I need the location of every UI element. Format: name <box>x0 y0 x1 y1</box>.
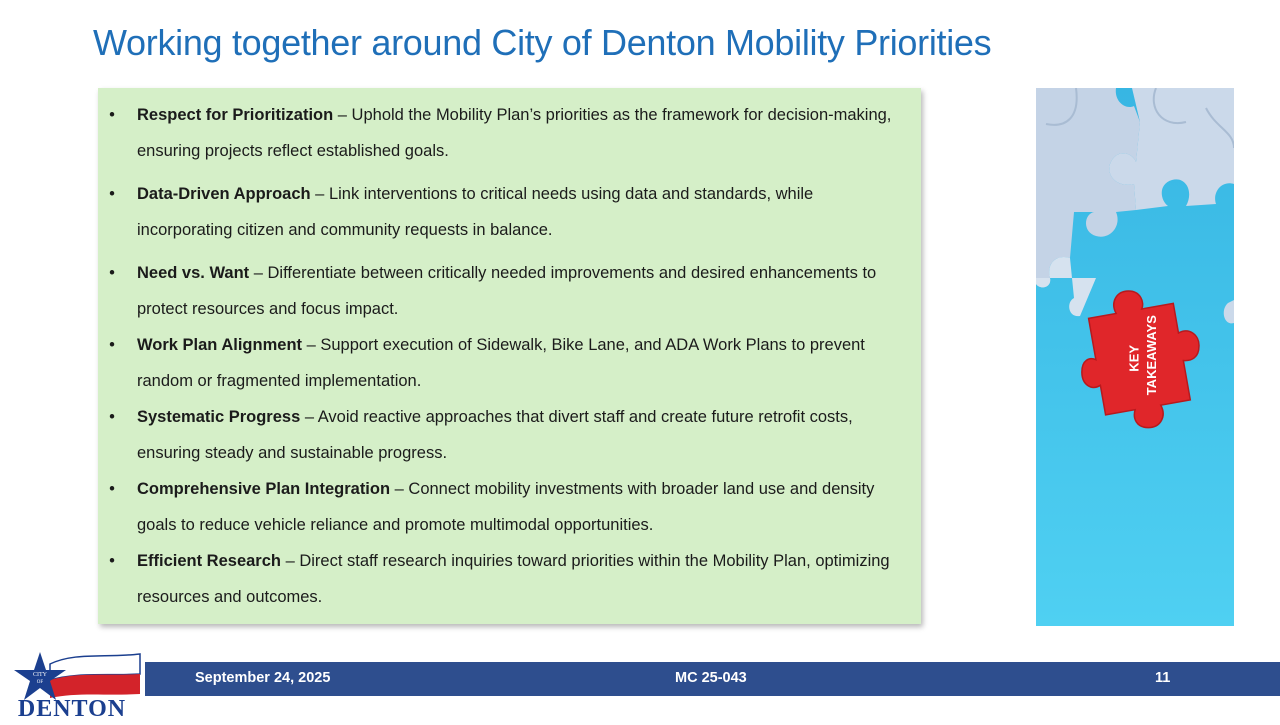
bullet-item <box>98 327 921 399</box>
bullet-heading: Need vs. Want <box>137 264 250 282</box>
footer-code: MC 25-043 <box>675 670 747 686</box>
bullet-text: – Avoid reactive approaches that divert staff and create future retrofit costs, ensuring steady and sustainable progress. <box>137 408 853 462</box>
bullet-dot: • <box>109 336 115 354</box>
footer-bar <box>145 662 1280 696</box>
bullet-heading: Respect for Prioritization <box>137 106 334 124</box>
bullet-heading: Systematic Progress <box>137 408 301 426</box>
bullet-list <box>98 88 921 615</box>
key-takeaways-puzzle-image <box>1036 88 1234 626</box>
logo-city: CITY <box>33 672 47 678</box>
bullet-heading: Data-Driven Approach <box>137 185 311 203</box>
logo-denton: DENTON <box>17 696 127 720</box>
slide-title: Working together around City of Denton Mobility Priorities <box>93 22 992 63</box>
bullet-dot: • <box>109 408 115 426</box>
puzzle-label-key: KEY <box>1126 344 1142 372</box>
bullet-dot: • <box>109 185 115 203</box>
bullet-item <box>98 471 921 543</box>
bullet-text: – Differentiate between critically needed improvements and desired enhancements to protect resources and focus impact. <box>137 264 877 318</box>
logo-of: OF <box>36 680 44 685</box>
bullet-text: – Support execution of Sidewalk, Bike Lane, and ADA Work Plans to prevent random or fragmented implementation. <box>137 336 865 390</box>
bullet-heading: Comprehensive Plan Integration <box>137 480 391 498</box>
footer-date: September 24, 2025 <box>195 670 331 686</box>
bullet-dot: • <box>109 552 115 570</box>
bullet-heading: Efficient Research <box>137 552 281 570</box>
bullet-item <box>98 543 921 615</box>
puzzle-illustration <box>1036 88 1234 626</box>
bullet-item <box>98 255 921 327</box>
bullet-item <box>98 97 921 169</box>
bullet-text: – Link interventions to critical needs using data and standards, while incorporating citizen and community requests in balance. <box>137 185 814 239</box>
puzzle-label-takeaways: TAKEAWAYS <box>1144 315 1160 396</box>
bullet-dot: • <box>109 480 115 498</box>
bullet-text: – Connect mobility investments with broader land use and density goals to reduce vehicle reliance and promote multimodal opportunities. <box>137 480 875 534</box>
footer-page-number: 11 <box>1155 670 1171 686</box>
bullet-heading: Work Plan Alignment <box>137 336 303 354</box>
bullet-dot: • <box>109 106 115 124</box>
bullet-dot: • <box>109 264 115 282</box>
bullet-text: – Direct staff research inquiries toward priorities within the Mobility Plan, optimizing resources and outcomes. <box>137 552 890 606</box>
content-panel <box>98 88 921 624</box>
bullet-item <box>98 176 921 248</box>
flag-red <box>50 674 140 698</box>
denton-logo-graphic <box>0 646 142 720</box>
bullet-text: – Uphold the Mobility Plan’s priorities as the framework for decision-making, ensuring projects reflect established goals. <box>137 106 892 160</box>
city-of-denton-logo <box>0 646 142 720</box>
bullet-item <box>98 399 921 471</box>
